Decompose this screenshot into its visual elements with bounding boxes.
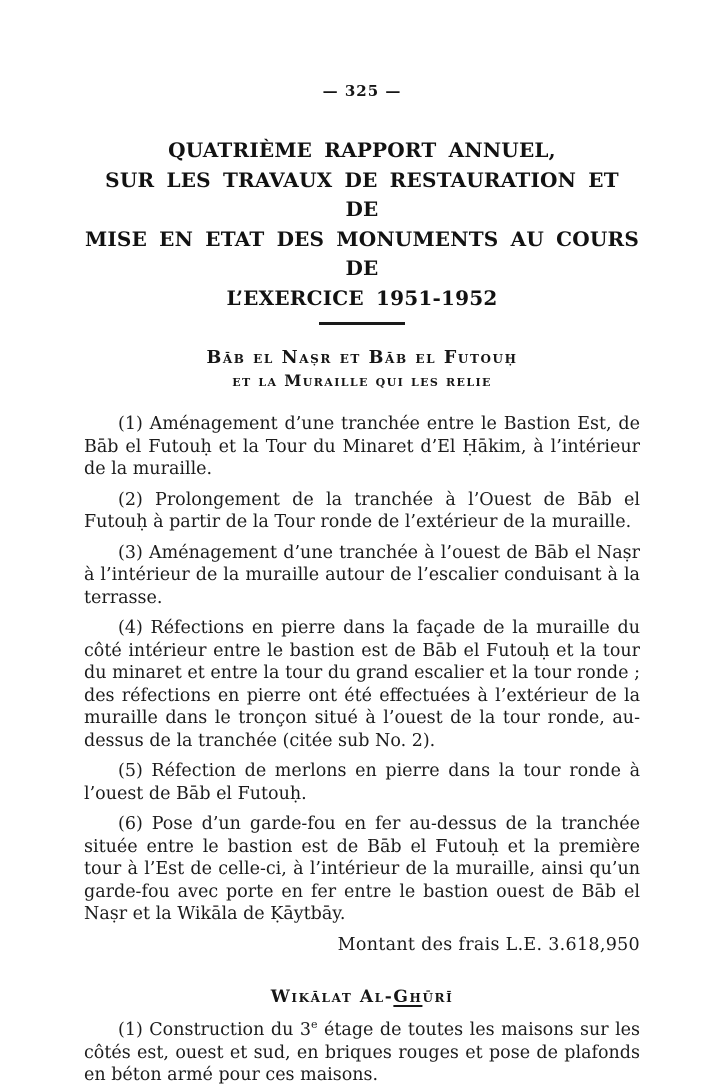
section1-paragraph-6: (6) Pose d’un garde-fou en fer au-dessus de la tranchée située entre le bastion est de Bāb el Futouḥ et la première tour à l’Est de celle-ci, à l’intérieur de la muraille, ainsi qu’un garde-fou avec porte en fer entre le bastion ouest de Bāb el Naṣr et la Wikāla de Ḳāytbāy.	[84, 814, 640, 924]
section1-paragraph-2: (2) Prolongement de la tranchée à l’Ouest de Bāb el Futouḥ à partir de la Tour ronde de l’extérieur de la muraille.	[84, 489, 640, 532]
report-title-line-3: MISE EN ETAT DES MONUMENTS AU COURS DE	[85, 226, 639, 280]
section2-paragraph-1	[84, 1019, 640, 1087]
section2-paragraph-1-pre: (1) Construction du 3	[118, 1020, 311, 1040]
section1-paragraph-4: (4) Réfections en pierre dans la façade de la muraille du côté intérieur entre le bastion est de Bāb el Futouḥ et la tour du minaret et entre la tour du grand escalier et la tour ronde ; des réfections en pierre ont été effectuées à l’extérieur de la muraille dans le tronçon situé à l’ouest de la tour ronde, au-dessus de la tranchée (citée sub No. 2).	[84, 618, 640, 751]
report-title-line-1: QUATRIÈME RAPPORT ANNUEL,	[168, 138, 556, 162]
section2-heading-prefix: Wikālat Al-	[270, 987, 394, 1007]
section1-paragraph-5: (5) Réfection de merlons en pierre dans la tour ronde à l’ouest de Bāb el Futouḥ.	[84, 761, 640, 804]
report-title	[84, 136, 640, 313]
section2-body	[84, 1019, 640, 1087]
section2-heading-suffix: ūrī	[422, 987, 454, 1007]
section1-heading-line-1: Bāb el Naṣr et Bāb el Futouḥ	[206, 348, 518, 368]
section1-body	[84, 413, 640, 956]
title-divider-rule	[319, 322, 405, 325]
section1-paragraph-1: (1) Aménagement d’une tranchée entre le Bastion Est, de Bāb el Futouḥ et la Tour du Minaret d’El Ḥākim, à l’intérieur de la muraille.	[84, 414, 640, 479]
section1-heading-line-2: et la Muraille qui les relie	[232, 371, 492, 390]
report-title-line-4: L’EXERCICE 1951-1952	[226, 285, 498, 310]
section2-heading-underlined-part: Gh	[393, 987, 423, 1007]
section1-heading	[84, 346, 640, 392]
section2-heading	[84, 985, 640, 1009]
page-number: — 325 —	[322, 82, 402, 100]
cost-total-line: Montant des frais L.E. 3.618,950	[337, 934, 640, 955]
section1-paragraph-3: (3) Aménagement d’une tranchée à l’ouest de Bāb el Naṣr à l’intérieur de la muraille autour de l’escalier conduisant à la terrasse.	[84, 542, 640, 608]
section2-paragraph-1-post: étage de toutes les maisons sur les côtés est, ouest et sud, en briques rouges et pose de plafonds en béton armé pour ces maisons.	[84, 1020, 641, 1085]
report-title-line-2: SUR LES TRAVAUX DE RESTAURATION ET DE	[105, 167, 619, 221]
ordinal-superscript: e	[310, 1018, 318, 1032]
